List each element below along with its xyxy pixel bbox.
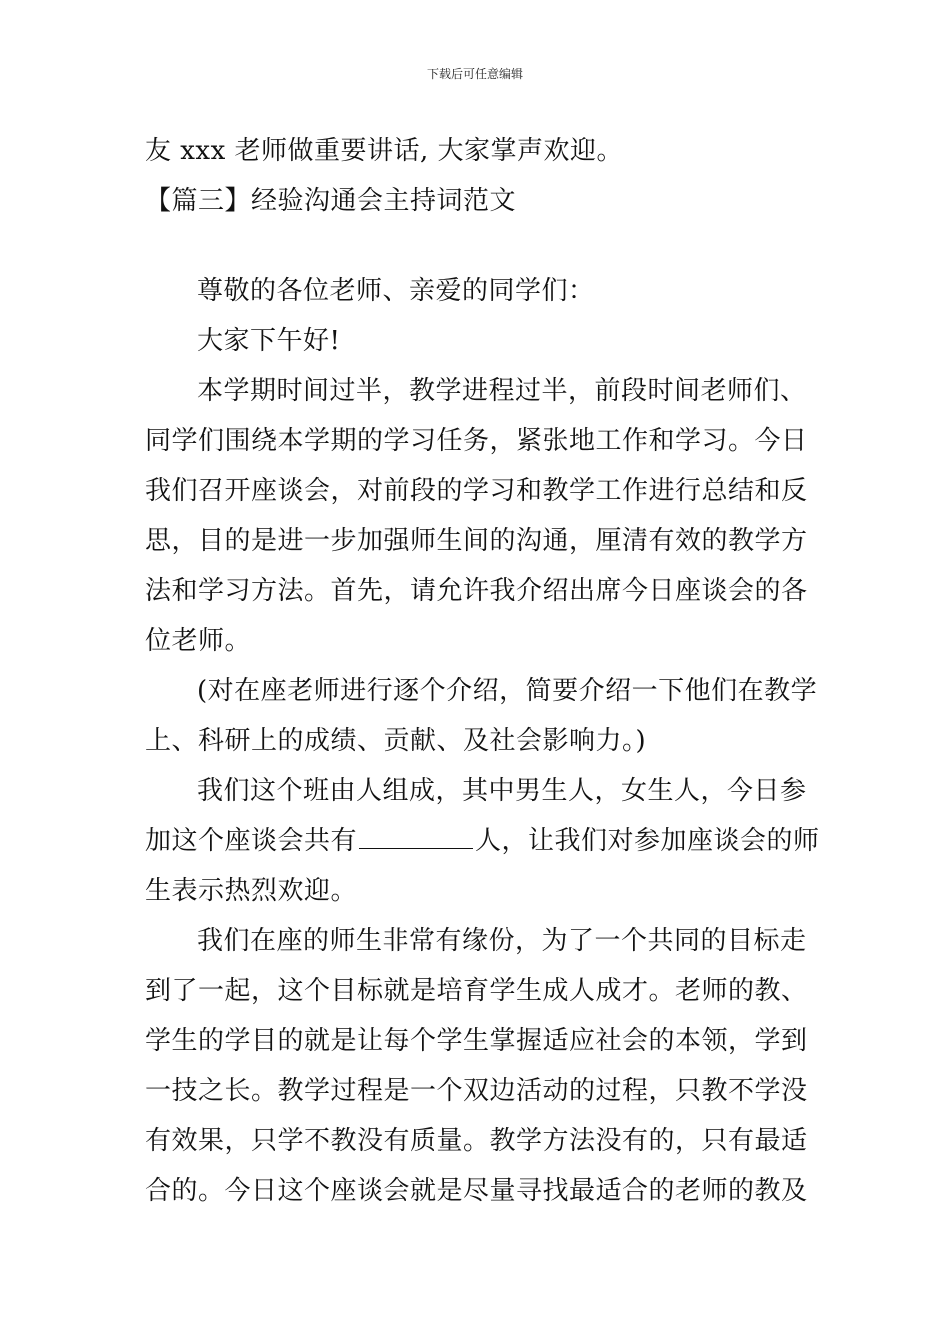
paragraph-line: 我们召开座谈会，对前段的学习和教学工作进行总结和反 [145, 476, 808, 506]
paragraph-4 [145, 916, 809, 1216]
paragraph-line: 位老师。 [145, 626, 252, 656]
paragraph-line: 合的。今日这个座谈会就是尽量寻找最适合的老师的教及 [145, 1176, 808, 1206]
spacer [145, 226, 809, 266]
paragraph-line: 上、科研上的成绩、贡献、及社会影响力。) [145, 726, 647, 756]
paragraph-line: 学生的学目的就是让每个学生掌握适应社会的本领，学到 [145, 1026, 808, 1056]
paragraph-line: 我们这个班由人组成，其中男生人，女生人，今日参 [197, 776, 807, 806]
fill-in-blank [359, 822, 473, 849]
paragraph-line [145, 816, 820, 866]
paragraph-line: 法和学习方法。首先，请允许我介绍出席今日座谈会的各 [145, 576, 808, 606]
paragraph-line: 思，目的是进一步加强师生间的沟通，厘清有效的教学方 [145, 526, 808, 556]
paragraph-3 [145, 766, 820, 916]
page-header: 下载后可任意编辑 [426, 67, 523, 81]
paragraph-line: 同学们围绕本学期的学习任务，紧张地工作和学习。今日 [145, 426, 808, 456]
paragraph-line: 我们在座的师生非常有缘份，为了一个共同的目标走 [197, 926, 807, 956]
paragraph-1 [145, 366, 809, 666]
paragraph-2 [145, 666, 818, 766]
section-title: 【篇三】经验沟通会主持词范文 [145, 186, 517, 216]
text-line: 友 xxx 老师做重要讲话, 大家掌声欢迎。 [145, 136, 624, 166]
text-segment: 人，让我们对参加座谈会的师 [475, 826, 820, 856]
paragraph-line: 生表示热烈欢迎。 [145, 876, 358, 906]
document-body [145, 126, 820, 1216]
paragraph-line: 本学期时间过半，教学进程过半，前段时间老师们、 [197, 376, 807, 406]
paragraph-line: (对在座老师进行逐个介绍，简要介绍一下他们在教学 [197, 676, 818, 706]
salutation: 尊敬的各位老师、亲爱的同学们： [197, 276, 595, 306]
text-segment: 加这个座谈会共有 [145, 826, 358, 856]
paragraph-line: 一技之长。教学过程是一个双边活动的过程，只教不学没 [145, 1076, 808, 1106]
paragraph-line: 到了一起，这个目标就是培育学生成人成才。老师的教、 [145, 976, 808, 1006]
greeting: 大家下午好! [197, 326, 341, 356]
paragraph-line: 有效果，只学不教没有质量。教学方法没有的，只有最适 [145, 1126, 808, 1156]
